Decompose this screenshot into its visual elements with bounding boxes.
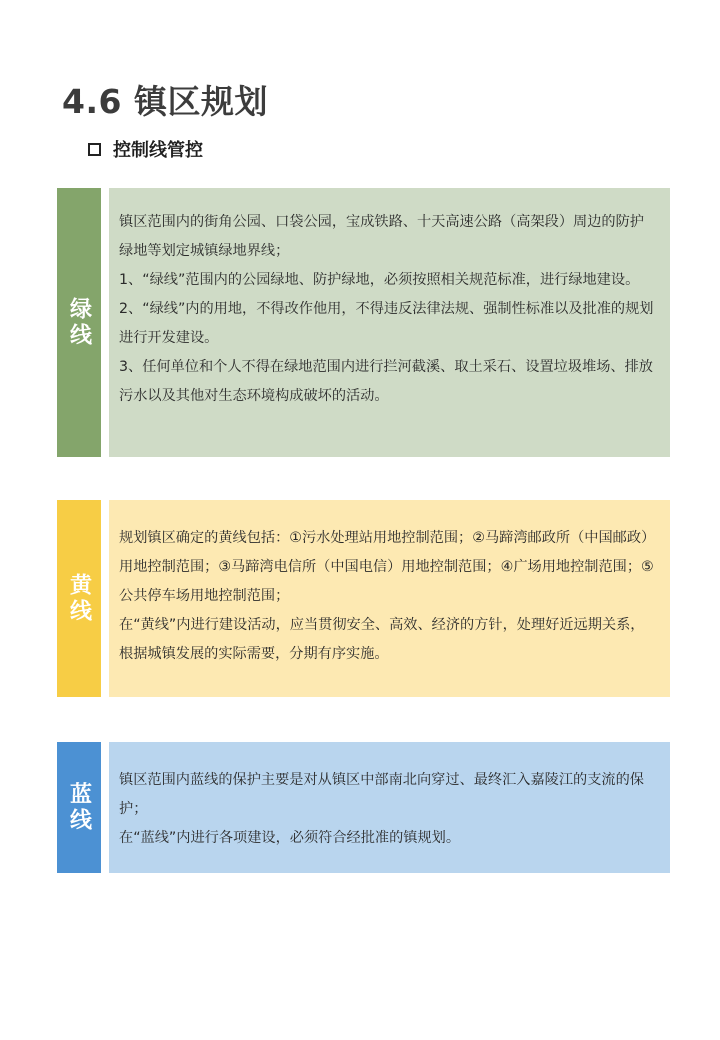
page-title: 4.6 镇区规划 bbox=[62, 82, 268, 121]
paragraph: 在“黄线”内进行建设活动，应当贯彻安全、高效、经济的方针，处理好近远期关系，根据城镇发展的实际需要，分期有序实施。 bbox=[119, 617, 645, 662]
paragraph: 3、任何单位和个人不得在绿地范围内进行拦河截溪、取土采石、设置垃圾堆场、排放污水以及其他对生态环境构成破坏的活动。 bbox=[119, 359, 653, 404]
yellow-line-tab bbox=[57, 500, 101, 697]
blue-line-content bbox=[109, 742, 670, 873]
paragraph: 2、“绿线”内的用地，不得改作他用，不得违反法律法规、强制性标准以及批准的规划进行开发建设。 bbox=[119, 301, 654, 346]
paragraph: 在“蓝线”内进行各项建设，必须符合经批准的镇规划。 bbox=[119, 830, 461, 846]
paragraph: 镇区范围内蓝线的保护主要是对从镇区中部南北向穿过、最终汇入嘉陵江的支流的保护； bbox=[119, 772, 644, 817]
green-line-section bbox=[57, 188, 670, 457]
blue-line-tab-label: 蓝线 bbox=[66, 781, 92, 834]
section-subheading bbox=[88, 136, 203, 162]
paragraph: 镇区范围内的街角公园、口袋公园，宝成铁路、十天高速公路（高架段）周边的防护绿地等划定城镇绿地界线； bbox=[119, 214, 644, 259]
blue-line-section bbox=[57, 742, 670, 873]
yellow-line-tab-label: 黄线 bbox=[66, 572, 92, 625]
green-line-tab-label: 绿线 bbox=[66, 296, 92, 349]
checkbox-square-icon bbox=[88, 143, 101, 156]
paragraph: 规划镇区确定的黄线包括：①污水处理站用地控制范围；②马蹄湾邮政所（中国邮政）用地控制范围；③马蹄湾电信所（中国电信）用地控制范围；④广场用地控制范围；⑤公共停车场用地控制范围； bbox=[119, 530, 656, 604]
green-line-tab bbox=[57, 188, 101, 457]
green-line-content bbox=[109, 188, 670, 457]
subheading-text: 控制线管控 bbox=[113, 140, 203, 161]
blue-line-tab bbox=[57, 742, 101, 873]
yellow-line-content bbox=[109, 500, 670, 697]
paragraph: 1、“绿线”范围内的公园绿地、防护绿地，必须按照相关规范标准，进行绿地建设。 bbox=[119, 272, 640, 288]
yellow-line-section bbox=[57, 500, 670, 697]
